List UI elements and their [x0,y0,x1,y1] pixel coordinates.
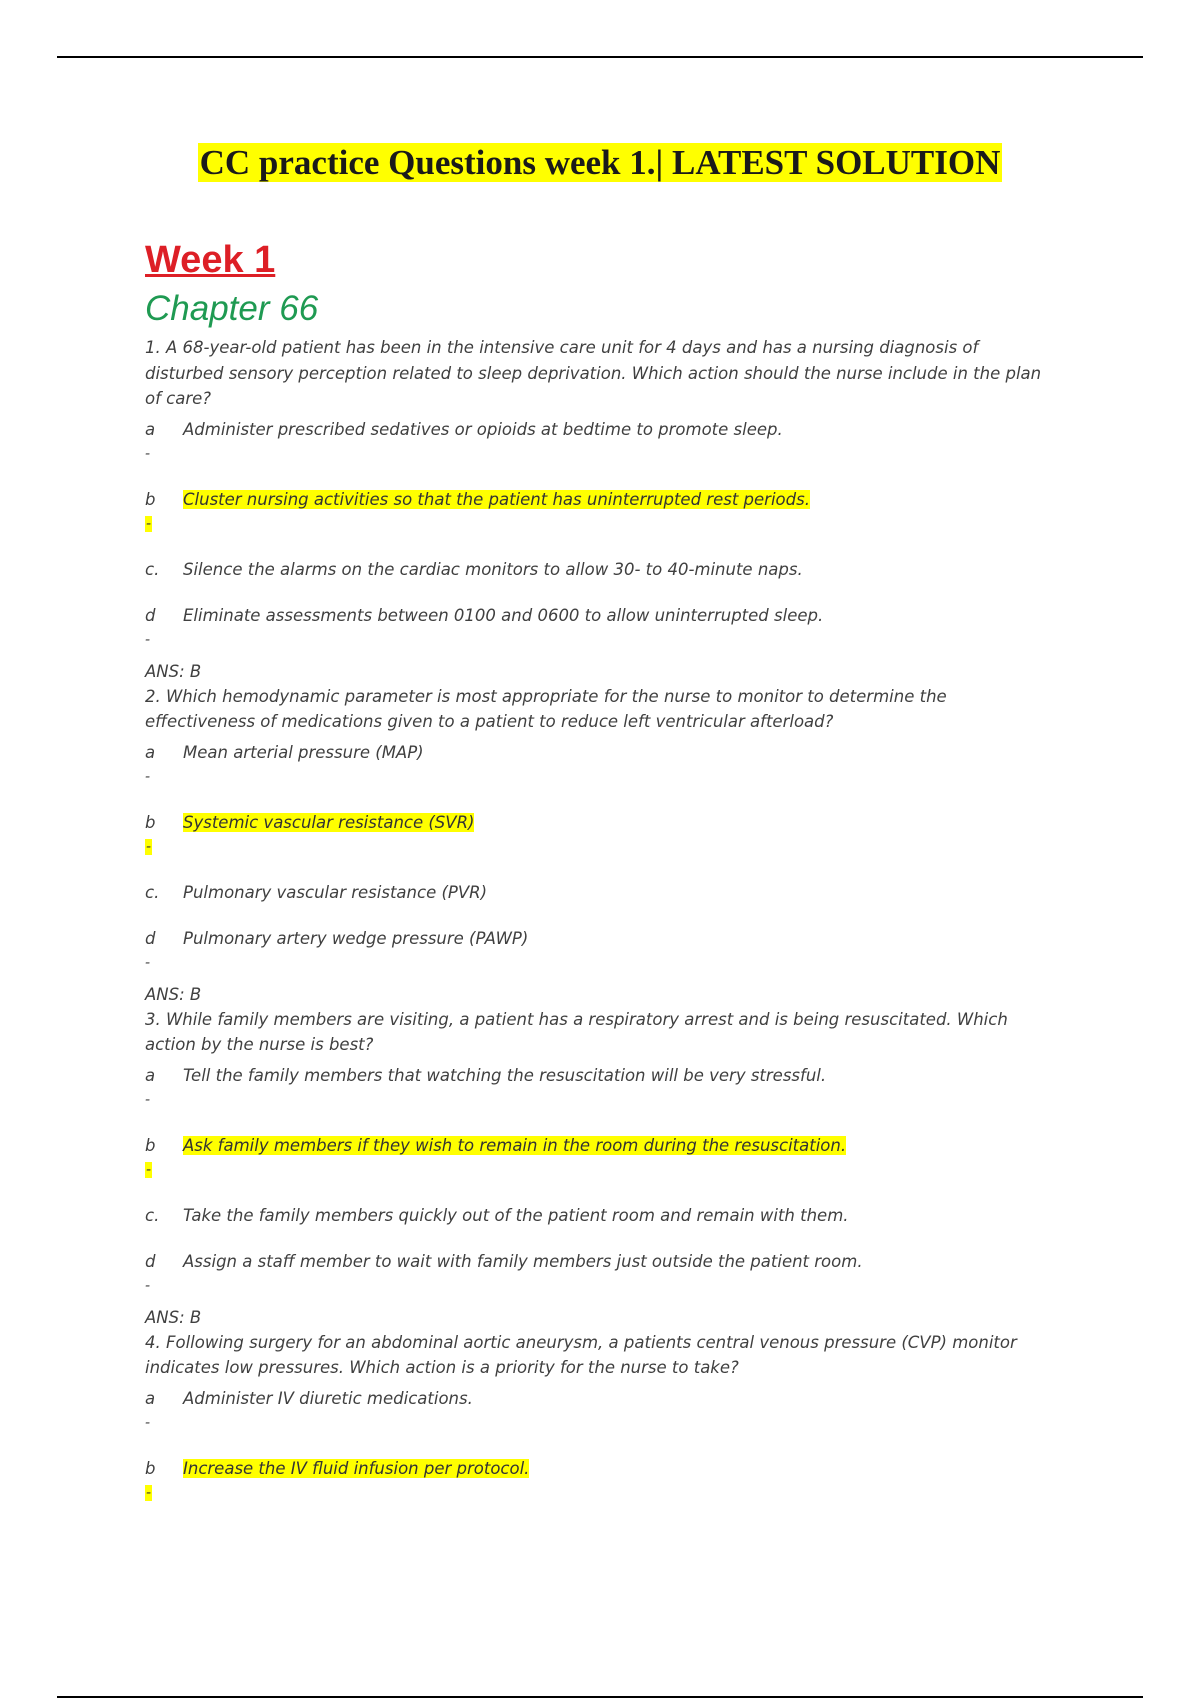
option-dash-highlighted: - [146,1484,152,1501]
option-dash: - [145,631,151,648]
title-container [0,140,1200,186]
option-d [145,921,1045,991]
option-dash: - [145,1414,151,1431]
option-letter: c. [145,882,160,902]
option-a [145,1058,1045,1128]
option-d [145,1244,1045,1314]
option-letter: c. [145,1205,160,1225]
option-b-correct [145,805,1045,875]
option-c [145,875,1045,921]
option-dash: - [145,445,151,462]
answer-label: ANS: B [145,984,202,1004]
option-letter: a [145,1388,156,1408]
option-dash: - [145,1277,151,1294]
option-text: Administer prescribed sedatives or opioids at bedtime to promote sleep. [183,419,783,439]
option-letter: b [145,489,156,509]
option-b-correct [145,482,1045,552]
answer-label: ANS: B [145,661,202,681]
option-letter: d [145,605,156,625]
option-letter: d [145,1251,156,1271]
option-text-highlighted: Systemic vascular resistance (SVR) [183,812,475,832]
question-1 [145,335,1045,684]
question-stem: 1. A 68-year-old patient has been in the intensive care unit for 4 days and has a nursing diagnosis of disturbed sensory perception related to sleep deprivation. Which action should the nurse include in the plan of care? [145,338,1042,408]
option-text-highlighted: Ask family members if they wish to remain in the room during the resuscitation. [183,1135,847,1155]
option-text: Mean arterial pressure (MAP) [183,742,424,762]
question-stem: 2. Which hemodynamic parameter is most appropriate for the nurse to monitor to determine the effectiveness of medications given to a patient to reduce left ventricular afterload? [145,686,947,731]
option-text-highlighted: Cluster nursing activities so that the patient has uninterrupted rest periods. [183,489,810,509]
bottom-rule [57,1696,1143,1698]
option-text: Pulmonary vascular resistance (PVR) [183,882,488,902]
option-letter: a [145,1065,156,1085]
answer-label: ANS: B [145,1307,202,1327]
question-stem: 4. Following surgery for an abdominal aortic aneurysm, a patients central venous pressure (CVP) monitor indicates low pressures. Which action is a priority for the nurse to take? [145,1332,1017,1377]
option-c [145,1198,1045,1244]
option-a [145,412,1045,482]
top-rule [57,56,1143,58]
option-dash: - [145,768,151,785]
question-3 [145,1007,1045,1330]
chapter-heading: Chapter 66 [145,289,319,328]
option-letter: c. [145,559,160,579]
option-a [145,1381,1045,1451]
question-4 [145,1330,1045,1521]
option-text: Take the family members quickly out of the patient room and remain with them. [183,1205,849,1225]
option-b-correct [145,1128,1045,1198]
week-heading: Week 1 [145,239,276,281]
option-text: Administer IV diuretic medications. [183,1388,473,1408]
option-text-highlighted: Increase the IV fluid infusion per protocol. [183,1458,530,1478]
option-letter: a [145,742,156,762]
option-dash: - [145,1091,151,1108]
option-text: Pulmonary artery wedge pressure (PAWP) [183,928,529,948]
option-d [145,598,1045,668]
option-text: Silence the alarms on the cardiac monitors to allow 30- to 40-minute naps. [183,559,803,579]
option-letter: a [145,419,156,439]
option-c [145,552,1045,598]
option-letter: b [145,1135,156,1155]
option-dash-highlighted: - [146,838,152,855]
question-2 [145,684,1045,1007]
document-title: CC practice Questions week 1.| LATEST SOLUTION [199,143,1001,182]
option-text: Eliminate assessments between 0100 and 0600 to allow uninterrupted sleep. [183,605,824,625]
option-dash-highlighted: - [146,515,152,532]
option-dash-highlighted: - [146,1161,152,1178]
option-text: Assign a staff member to wait with family members just outside the patient room. [183,1251,863,1271]
option-text: Tell the family members that watching the resuscitation will be very stressful. [183,1065,827,1085]
document-body [145,140,1045,1521]
question-stem: 3. While family members are visiting, a patient has a respiratory arrest and is being resuscitated. Which action by the nurse is best? [145,1009,1008,1054]
option-a [145,735,1045,805]
option-letter: d [145,928,156,948]
option-b-correct [145,1451,1045,1521]
option-dash: - [145,954,151,971]
option-letter: b [145,1458,156,1478]
option-letter: b [145,812,156,832]
